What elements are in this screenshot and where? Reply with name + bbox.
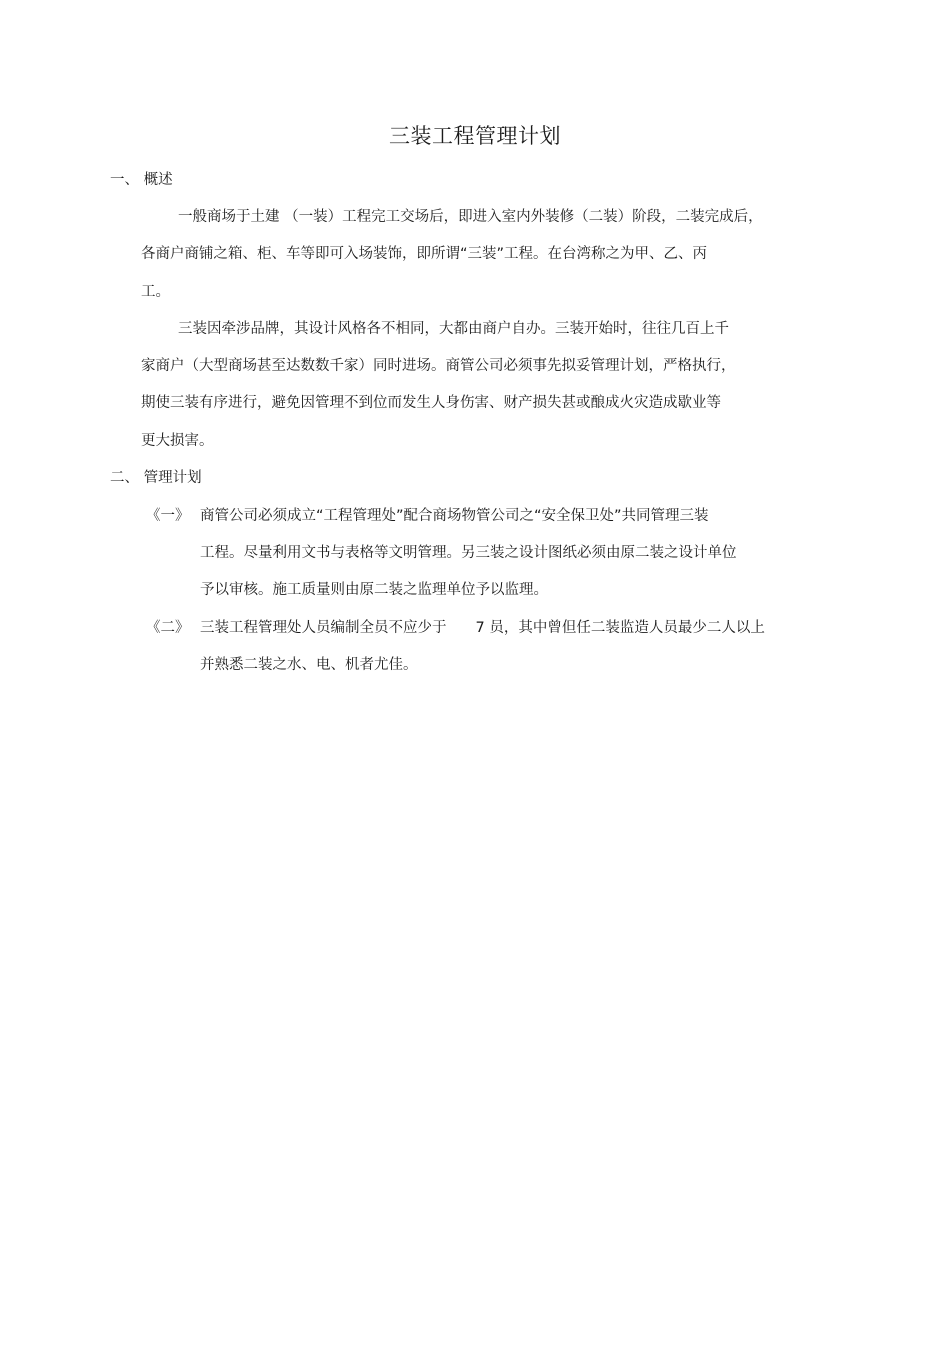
list-item-line: 三装工程管理处人员编制全员不应少于 7 员，其中曾但任二装监造人员最少二人以上 bbox=[200, 620, 765, 636]
paragraph-line: 家商户（大型商场甚至达数数千家）同时进场。商管公司必须事先拟妥管理计划，严格执行， bbox=[141, 358, 736, 374]
paragraph-line: 工。 bbox=[141, 284, 170, 300]
list-item-line: 并熟悉二装之水、电、机者尤佳。 bbox=[200, 657, 418, 673]
paragraph-line: 各商户商铺之箱、柜、车等即可入场装饰，即所谓“三装”工程。在台湾称之为甲、乙、丙 bbox=[141, 246, 708, 262]
list-item-line: 工程。尽量利用文书与表格等文明管理。另三装之设计图纸必须由原二装之设计单位 bbox=[200, 545, 737, 561]
paragraph-line: 期使三装有序进行，避免因管理不到位而发生人身伤害、财产损失甚或酿成火灾造成歇业等 bbox=[141, 395, 721, 411]
paragraph-line: 更大损害。 bbox=[141, 433, 214, 449]
section-heading-overview: 一、 概述 bbox=[110, 172, 173, 188]
list-item-marker: 《二》 bbox=[146, 620, 190, 636]
document-title: 三装工程管理计划 bbox=[389, 124, 561, 148]
list-item-marker: 《一》 bbox=[146, 508, 190, 524]
list-item-line: 予以审核。施工质量则由原二装之监理单位予以监理。 bbox=[200, 582, 548, 598]
paragraph-line: 一般商场于土建 （一装）工程完工交场后，即进入室内外装修（二装）阶段，二装完成后， bbox=[178, 209, 763, 225]
list-item-line: 商管公司必须成立“工程管理处”配合商场物管公司之“安全保卫处”共同管理三装 bbox=[200, 508, 709, 524]
section-heading-plan: 二、 管理计划 bbox=[110, 470, 202, 486]
paragraph-line: 三装因牵涉品牌，其设计风格各不相同，大都由商户自办。三装开始时，往往几百上千 bbox=[178, 321, 729, 337]
